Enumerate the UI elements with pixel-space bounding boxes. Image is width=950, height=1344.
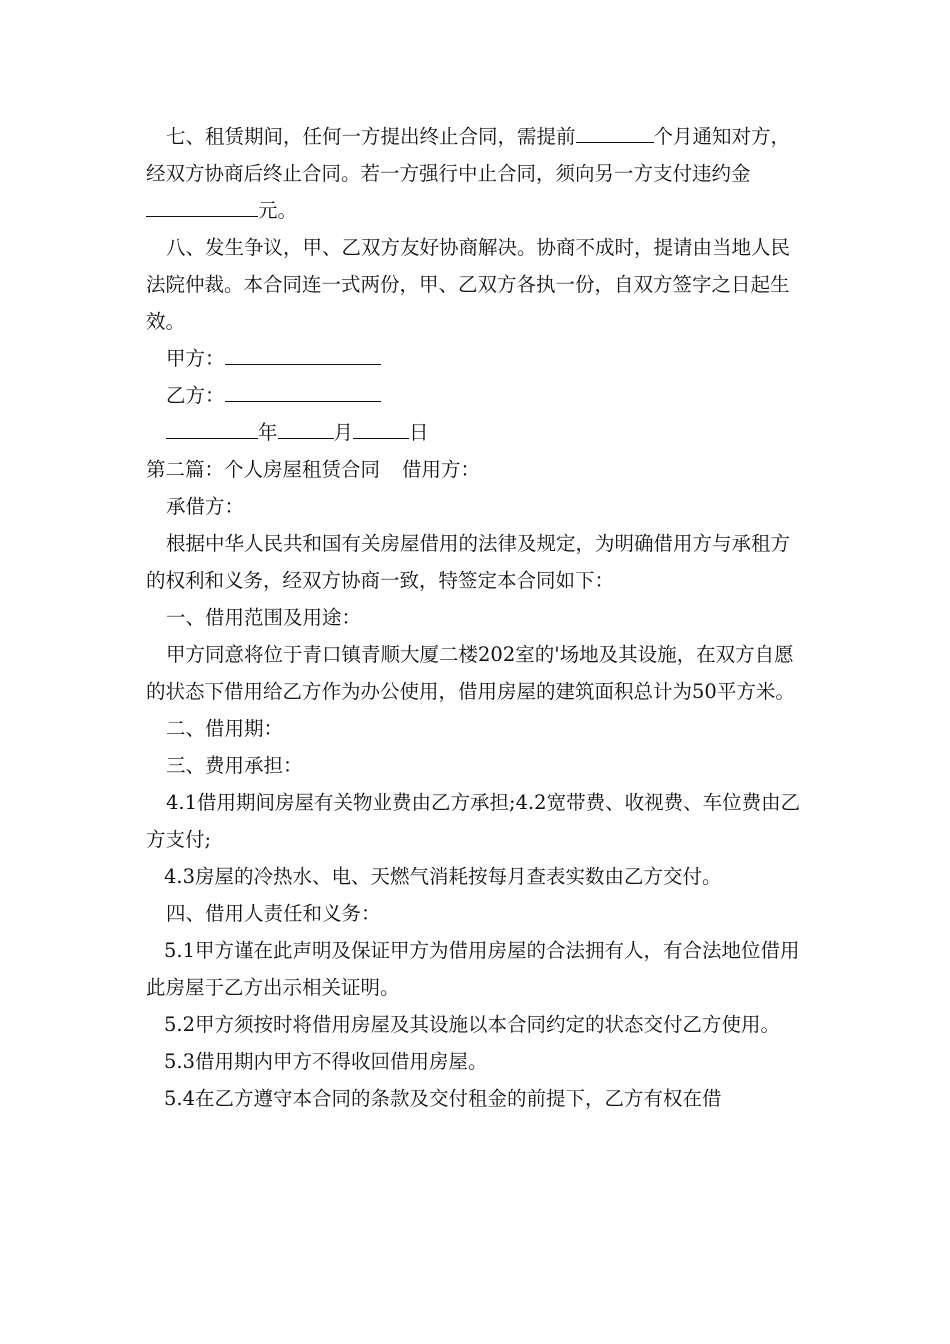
party-a-label: 甲方： [166, 347, 225, 370]
month-blank[interactable] [278, 418, 334, 439]
clause-8: 八、发生争议，甲、乙双方友好协商解决。协商不成时，提请由当地人民法院仲裁。本合同连一式两份，甲、乙双方各执一份，自双方签字之日起生效。 [146, 236, 791, 333]
clause-7-text-2: 个月通知对方，经双方协商后终止合同。若一方强行中止合同，须向另一方支付违约金 [146, 125, 791, 185]
resp-5-1: 5.1甲方谨在此声明及保证甲方为借用房屋的合法拥有人，有合法地位借用此房屋于乙方出示相关证明。 [146, 939, 800, 999]
clause-7-text-1: 七、租赁期间，任何一方提出终止合同，需提前 [166, 125, 576, 148]
contract-intro: 根据中华人民共和国有关房屋借用的法律及规定，为明确借用方与承租方的权利和义务，经双方协商一致，特签定本合同如下： [146, 532, 791, 592]
day-label: 日 [409, 421, 429, 444]
penalty-amount-blank[interactable] [146, 196, 258, 217]
lender-label: 借用方： [402, 458, 481, 481]
signature-party-a [146, 340, 806, 377]
month-label: 月 [333, 421, 354, 444]
resp-5-3: 5.3借用期内甲方不得收回借用房屋。 [164, 1050, 488, 1073]
party-b-label: 乙方： [166, 384, 225, 407]
heading-costs: 三、费用承担： [166, 754, 303, 777]
year-blank[interactable] [166, 418, 258, 439]
party-b-signature-blank[interactable] [225, 381, 381, 402]
document-page [146, 118, 806, 1117]
heading-responsibilities: 四、借用人责任和义务： [166, 902, 381, 925]
costs-4-1: 4.1借用期间房屋有关物业费由乙方承担;4.2宽带费、收视费、车位费由乙方支付; [146, 791, 801, 851]
party-a-signature-blank[interactable] [225, 344, 381, 365]
clause-7 [146, 118, 806, 229]
signature-date [146, 414, 806, 451]
section-2-heading [146, 451, 806, 488]
section-2-title: 第二篇：个人房屋租赁合同 [146, 458, 381, 481]
day-blank[interactable] [353, 418, 409, 439]
heading-loan-period: 二、借用期： [166, 717, 284, 740]
signature-party-b [146, 377, 806, 414]
year-label: 年 [258, 421, 278, 444]
borrower-label: 承借方： [166, 495, 245, 518]
notice-months-blank[interactable] [576, 122, 654, 143]
scope-usage-text: 甲方同意将位于青口镇青顺大厦二楼202室的'场地及其设施，在双方自愿的状态下借用给乙方作为办公使用，借用房屋的建筑面积总计为50平方米。 [146, 643, 795, 703]
clause-7-text-3: 元。 [258, 199, 298, 222]
resp-5-4: 5.4在乙方遵守本合同的条款及交付租金的前提下，乙方有权在借 [164, 1087, 722, 1110]
resp-5-2: 5.2甲方须按时将借用房屋及其设施以本合同约定的状态交付乙方使用。 [164, 1013, 781, 1036]
costs-4-3: 4.3房屋的冷热水、电、天燃气消耗按每月查表实数由乙方交付。 [164, 865, 722, 888]
heading-scope-usage: 一、借用范围及用途： [166, 606, 362, 629]
